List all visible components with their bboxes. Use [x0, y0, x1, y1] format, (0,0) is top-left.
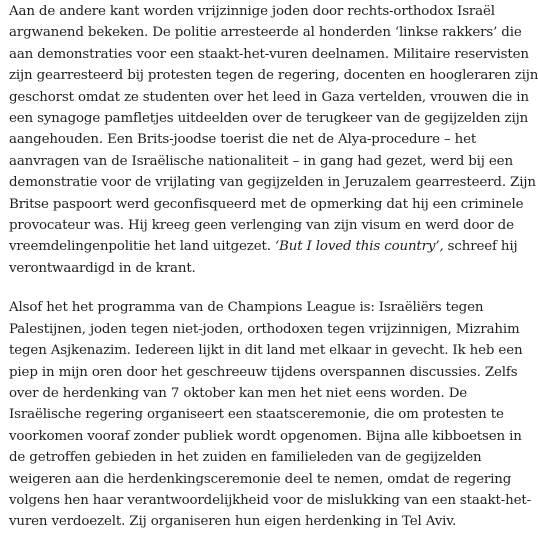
text-line: piep in mijn oren door het geschreeuw tijdens overspannen discussies. Zelfs: [9, 364, 518, 380]
text-line: voorkomen vooraf zonder publiek wordt opgenomen. Bijna alle kibboetsen in: [9, 428, 522, 444]
text-line: zijn gearresteerd bij protesten tegen de regering, docenten en hoogleraren zijn: [9, 68, 538, 84]
text-line: tegen Asjkenazim. Iedereen lijkt in dit land met elkaar in gevecht. Ik heb een: [9, 343, 523, 359]
text-line: argwanend bekeken. De politie arresteerde al honderden ‘linkse rakkers’ die: [9, 25, 522, 41]
text-line-with-quote: [9, 236, 518, 257]
text-line: de getroffen gebieden in het zuiden en familieleden van de gegijzelden: [9, 450, 482, 466]
text-line: geschorst omdat ze studenten over het leed in Gaza vertelden, vrouwen die in: [9, 89, 529, 105]
text-line: provocateur was. Hij kreeg geen verlenging van zijn visum en werd door de: [9, 218, 514, 234]
text-line: Palestijnen, joden tegen niet-joden, orthodoxen tegen vrijzinnigen, Mizrahim: [9, 321, 520, 337]
text-line: demonstratie voor de vrijlating van gegijzelden in Jeruzalem gearresteerd. Zijn: [9, 175, 536, 191]
text-line: een synagoge pamfletjes uitdeelden over de terugkeer van de gegijzelden zijn: [9, 111, 529, 127]
text-line: weigeren aan die herdenkingsceremonie deel te nemen, omdat de regering: [9, 471, 512, 487]
paragraph-2: [9, 297, 531, 532]
text-line: aan demonstraties voor een staakt-het-vuren deelnamen. Militaire reservisten: [9, 46, 529, 62]
text-line: volgens hen haar verantwoordelijkheid voor de mislukking van een staakt-het-: [9, 492, 531, 508]
text-segment: schreef hij: [443, 239, 518, 255]
text-line: over de herdenking van 7 oktober kan men het niet eens worden. De: [9, 385, 468, 401]
text-segment: vreemdelingenpolitie het land uitgezet.: [9, 239, 271, 255]
text-line: Britse paspoort werd geconfisqueerd met de opmerking dat hij een criminele: [9, 196, 524, 212]
text-line: Aan de andere kant worden vrijzinnige joden door rechts-orthodox Israël: [9, 4, 495, 19]
article-body: [9, 1, 538, 533]
text-line: Israëlische regering organiseert een staatsceremonie, die om protesten te: [9, 407, 504, 423]
text-line: vuren verdoezelt. Zij organiseren hun eigen herdenking in Tel Aviv.: [9, 514, 457, 530]
paragraph-1: [9, 1, 538, 279]
text-line: aangehouden. Een Brits-joodse toerist die net de Alya-procedure – het: [9, 132, 477, 148]
text-line: Alsof het het programma van de Champions League is: Israëliërs tegen: [9, 300, 484, 316]
quote-text: ‘But I loved this country’,: [274, 239, 444, 255]
text-line: aanvragen van de Israëlische nationaliteit – in gang had gezet, werd bij een: [9, 153, 513, 169]
text-line: verontwaardigd in de krant.: [9, 260, 196, 276]
